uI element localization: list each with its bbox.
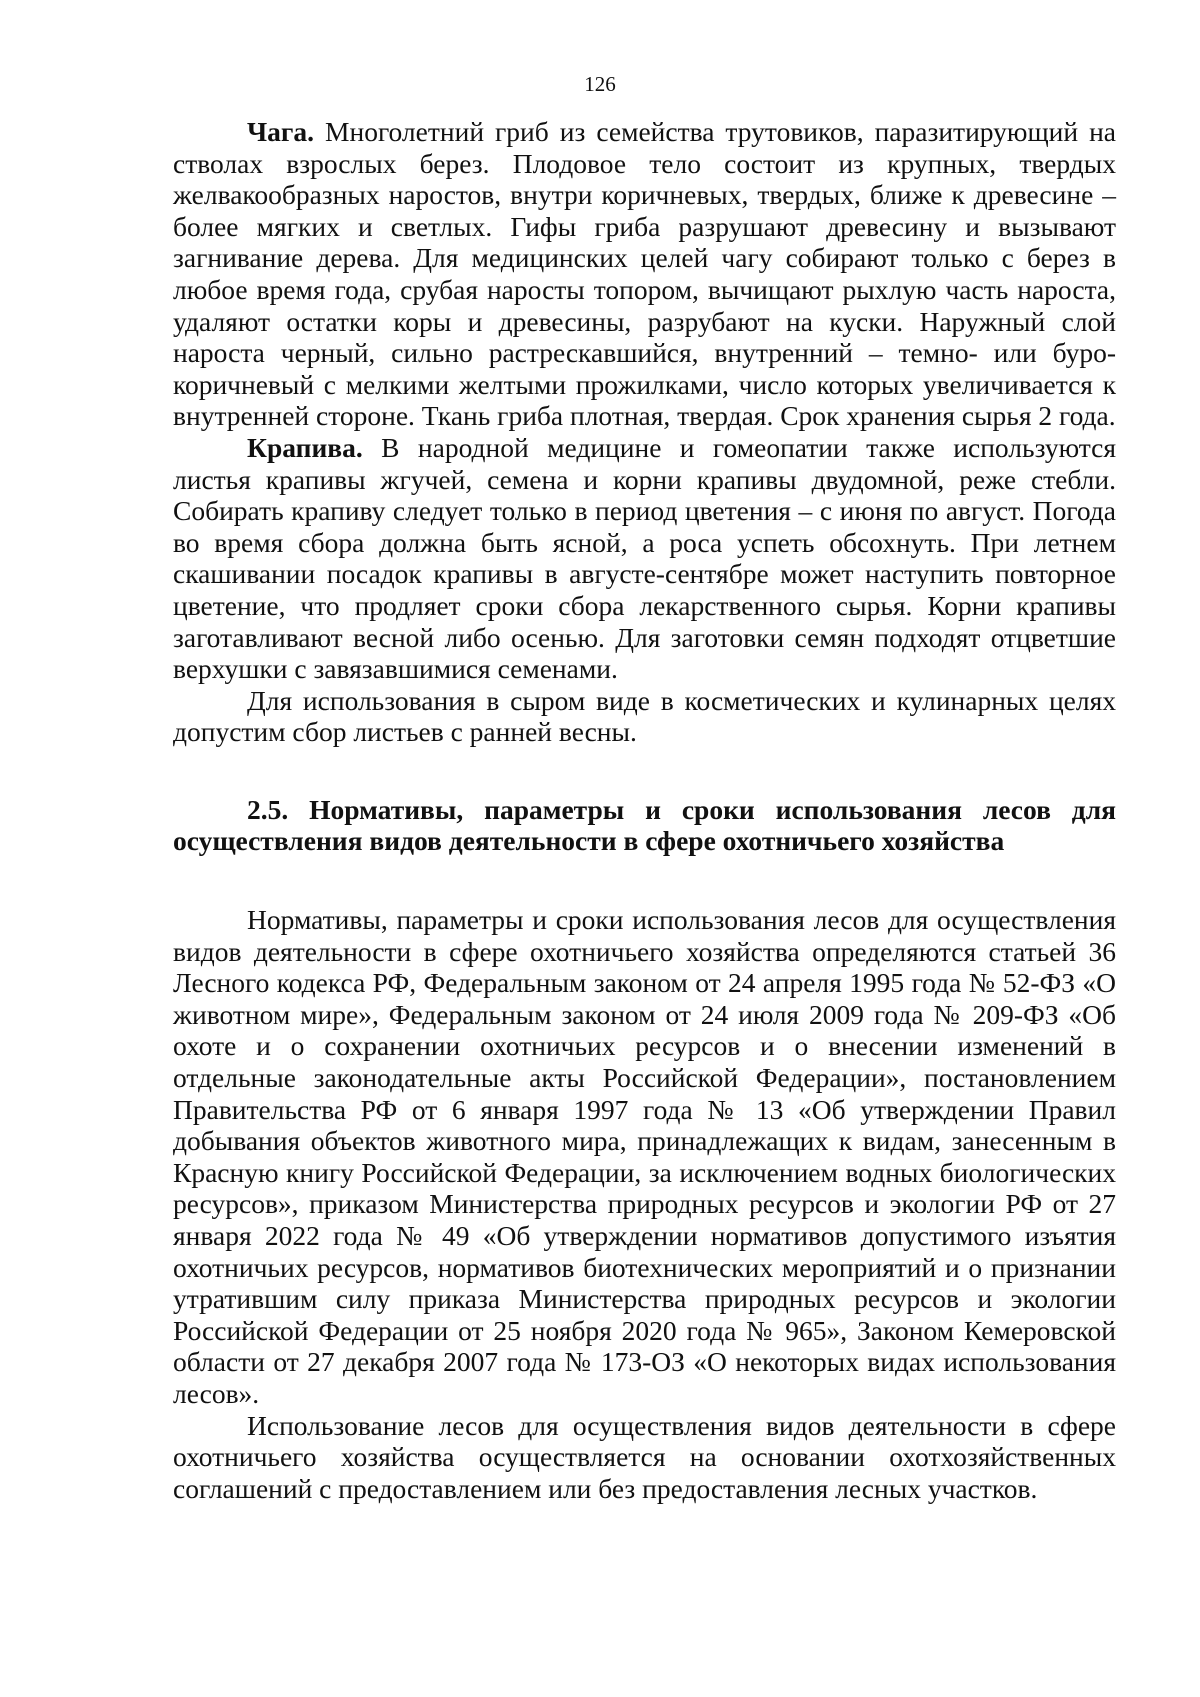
paragraph-usage: Использование лесов для осуществления видов деятельности в сфере охотничьего хозяйства осуществляется на основании охотхозяйственных соглашений с предоставлением или без предоставления лесных участков. [173,1409,1116,1504]
paragraph-chaga [173,116,1116,432]
section-heading: 2.5. Нормативы, параметры и сроки использования лесов для осуществления видов деятельности в сфере охотничьего хозяйства [173,793,1116,857]
term-chaga: Чага. [247,116,315,147]
term-krapiva: Крапива. [247,431,363,463]
page-content [173,116,1116,1504]
page-number: 126 [584,72,616,96]
paragraph-krapiva [173,432,1116,685]
text-krapiva: В народной медицине и гомеопатии также используются листья крапивы жгучей, семена и корни крапивы двудомной, реже стебли. Собирать крапиву следует только в период цветения – с июня по август. Погода во время сбора должна быть ясной, а роса успеть обсохнуть. При летнем скашивании посадок крапивы в августе-сентябре может наступить повторное цветение, что продляет сроки сбора лекарственного сырья. Корни крапивы заготавливают весной либо осенью. Для заготовки семян подходят отцветшие верхушки с завязавшимися семенами. [173,431,1116,685]
paragraph-normatives: Нормативы, параметры и сроки использования лесов для осуществления видов деятельности в сфере охотничьего хозяйства определяются статьей 36 Лесного кодекса РФ, Федеральным законом от 24 апреля 1995 года № 52-ФЗ «О животном мире», Федеральным законом от 24 июля 2009 года № 209-ФЗ «Об охоте и о сохранении охотничьих ресурсов и о внесении изменений в отдельные законодательные акты Российской Федерации», постановлением Правительства РФ от 6 января 1997 года № 13 «Об утверждении Правил добывания объектов животного мира, принадлежащих к видам, занесенным в Красную книгу Российской Федерации, за исключением водных биологических ресурсов», приказом Министерства природных ресурсов и экологии РФ от 27 января 2022 года № 49 «Об утверждении нормативов допустимого изъятия охотничьих ресурсов, нормативов биотехнических мероприятий и о признании утратившим силу приказа Министерства природных ресурсов и экологии Российской Федерации от 25 ноября 2020 года № 965», Законом Кемеровской области от 27 декабря 2007 года № 173-ОЗ «О некоторых видах использования лесов». [173,904,1116,1409]
text-chaga: Многолетний гриб из семейства трутовиков, паразитирующий на стволах взрослых берез. Плодовое тело состоит из крупных, твердых желвакообразных наростов, внутри коричневых, твердых, ближе к древесине – более мягких и светлых. Гифы гриба разрушают древесину и вызывают загнивание дерева. Для медицинских целей чагу собирают только с берез в любое время года, срубая наросты топором, вычищают рыхлую часть нароста, удаляют остатки коры и древесины, разрубают на куски. Наружный слой нароста черный, сильно растрескавшийся, внутренний – темно- или буро-коричневый с мелкими желтыми прожилками, число которых увеличивается к внутренней стороне. Ткань гриба плотная, твердая. Срок хранения сырья 2 года. [173,116,1116,432]
paragraph-krapiva-raw-use: Для использования в сыром виде в косметических и кулинарных целях допустим сбор листьев с ранней весны. [173,684,1116,748]
